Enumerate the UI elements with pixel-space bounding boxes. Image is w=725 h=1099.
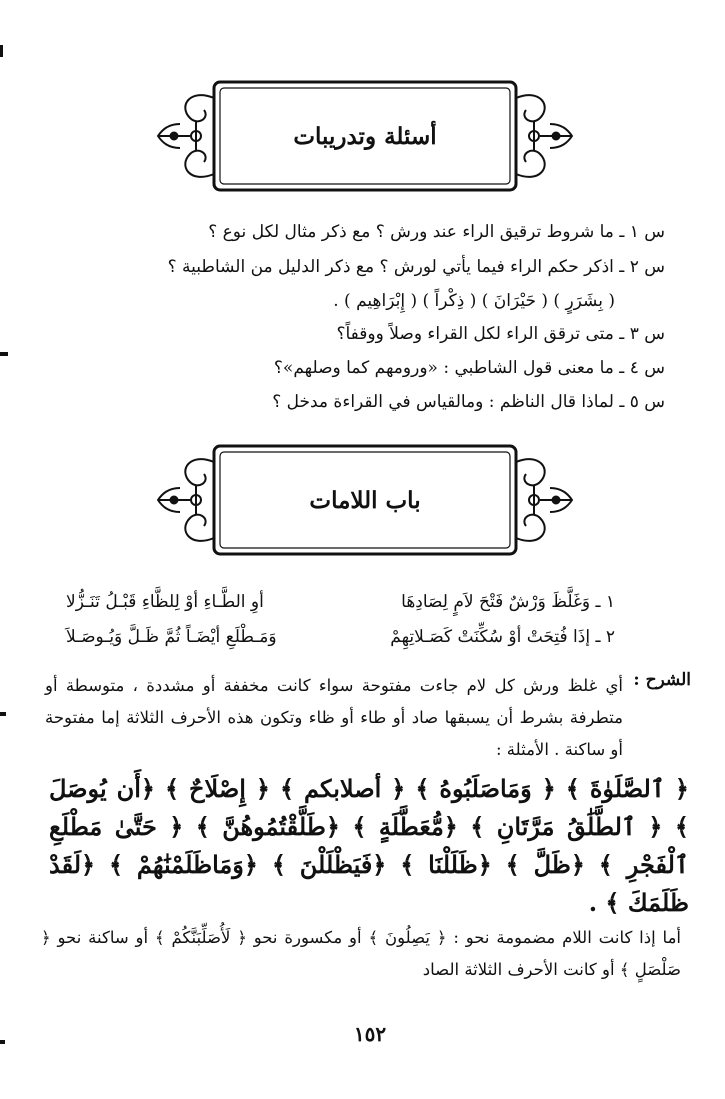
page-number: ١٥٢ (353, 1022, 387, 1046)
question-line: س ٣ ـ متى ترقق الراء لكل القراء وصلاً ووقفاً؟ (336, 324, 665, 344)
margin-mark (0, 712, 6, 716)
verse-second-half: أوِ الطَّـاءِ أوْ لِلظَّاءِ قَبْـلُ تَنَـزُّلا (66, 592, 264, 612)
explanation-paragraph: أما إذا كانت اللام مضمومة نحو : ﴿ يَصِلُونَ ﴾ أو مكسورة نحو ﴿ لَأُصَلِّبَنَّكُمْ ﴾ أو ساكنة نحو ﴿ صَلْصَلٍ ﴾ أو كانت الأحرف الثلاثة الصاد (41, 928, 681, 979)
sharh-label: الشرح : (633, 670, 691, 690)
section-title-frame (150, 442, 580, 558)
verse-first-half: ٢ ـ إذَا فُتِحَتْ أوْ سُكِّنَتْ كَصَـلاتِهِمْ (390, 627, 615, 647)
section-title: باب اللامات (309, 486, 421, 514)
section-title: أسئلة وتدريبات (293, 122, 437, 150)
margin-mark (0, 45, 3, 57)
quran-examples: ﴿ ٱلصَّلَوٰةَ ﴾ ﴿ وَمَاصَلَبُوهُ ﴾ ﴿ أصلابكم ﴾ ﴿ إِصْلَاحٌ ﴾ ﴿أَن يُوصَلَ ﴾ ﴿ ٱلطَّلَٰقُ مَرَّتَانِ ﴾ ﴿مُّعَطَّلَةٍ ﴾ ﴿طَلَّقْتُمُوهُنَّ ﴾ ﴿ حَتَّىٰ مَطْلَعِ ٱلْفَجْرِ ﴾ ﴿ظَلَّ ﴾ ﴿ظَلَلْنَا ﴾ ﴿فَيَظْلَلْنَ ﴾ ﴿وَمَاظَلَمْنَٰهُمْ ﴾ ﴿لَقَدْ ظَلَمَكَ ﴾ . (49, 774, 689, 917)
question-line: س ١ ـ ما شروط ترقيق الراء عند ورش ؟ مع ذكر مثال لكل نوع ؟ (208, 222, 665, 242)
question-words: ( بِشَرَرٍ ) ( حَيْرَانَ ) ( ذِكْراً ) ( إِبْرَاهِيم ) . (333, 291, 615, 311)
margin-mark (0, 352, 8, 356)
verse-second-half: وَمَـطْلَعِ أيْضَـاً ثُمَّ ظَـلَّ وَيُـوصَـلاَ (66, 627, 277, 647)
question-line: س ٤ ـ ما معنى قول الشاطبي : «ورومهم كما وصلهم»؟ (273, 358, 665, 378)
verse-first-half: ١ ـ وَغَلَّظَ وَرْشٌ فَتْحَ لاَمٍ لِصَادِهَا (401, 592, 615, 612)
question-line: س ٢ ـ اذكر حكم الراء فيما يأتي لورش ؟ مع ذكر الدليل من الشاطبية ؟ (167, 257, 665, 277)
explanation-paragraph: أي غلظ ورش كل لام جاءت مفتوحة سواء كانت مخففة أو مشددة ، متوسطة أو متطرفة بشرط أن يسبقها صاد أو طاء أو ظاء وتكون هذه الأحرف الثلاثة إما مفتوحة أو ساكنة . الأمثلة : (45, 676, 623, 759)
margin-mark (0, 1040, 5, 1044)
section-title-frame (150, 78, 580, 194)
question-line: س ٥ ـ لماذا قال الناظم : ومالقياس في القراءة مدخل ؟ (272, 392, 665, 412)
